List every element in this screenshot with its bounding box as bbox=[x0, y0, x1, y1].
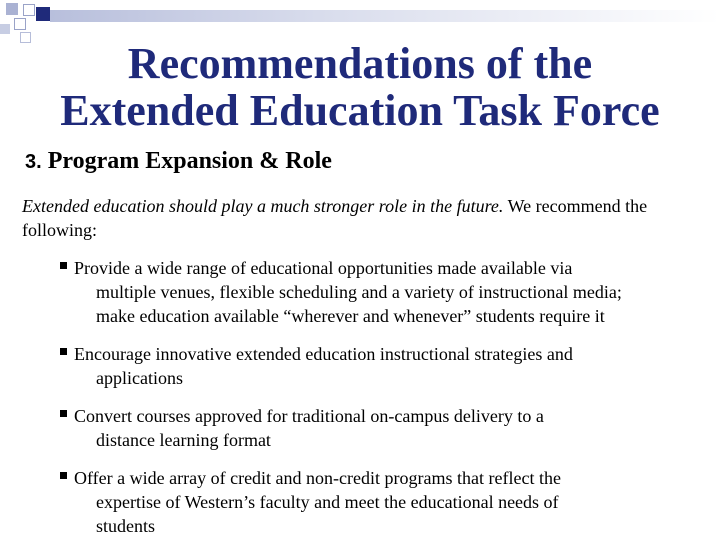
bullet-line: distance learning format bbox=[96, 430, 271, 450]
bullet-line: Convert courses approved for traditional on-campus delivery to a bbox=[74, 406, 544, 426]
bullet-item bbox=[60, 404, 700, 452]
square-bullet-icon bbox=[60, 472, 67, 479]
title-line: Extended Education Task Force bbox=[60, 86, 660, 135]
bullet-line: Provide a wide range of educational opportunities made available via bbox=[74, 258, 573, 278]
title-line: Recommendations of the bbox=[127, 39, 593, 88]
square-bullet-icon bbox=[60, 410, 67, 417]
bullet-line: Offer a wide array of credit and non-credit programs that reflect the bbox=[74, 468, 561, 488]
bullet-item bbox=[60, 466, 700, 538]
bullet-item bbox=[60, 342, 700, 390]
bullet-line: make education available “wherever and whenever” students require it bbox=[96, 306, 605, 326]
bullet-line: students bbox=[96, 516, 156, 536]
square-bullet-icon bbox=[60, 262, 67, 269]
bullet-line: multiple venues, flexible scheduling and a variety of instructional media; bbox=[96, 282, 622, 302]
bullet-line: Encourage innovative extended education instructional strategies and bbox=[74, 344, 573, 364]
bullet-line: applications bbox=[96, 368, 183, 388]
square-bullet-icon bbox=[60, 348, 67, 355]
bullet-item bbox=[60, 256, 700, 328]
section-number: 3. bbox=[25, 151, 42, 173]
bullet-line: expertise of Western’s faculty and meet the educational needs of bbox=[96, 492, 559, 512]
intro-rest: We recommend the following: bbox=[22, 196, 648, 240]
section-title: Program Expansion & Role bbox=[47, 148, 332, 174]
intro-emphasis: Extended education should play a much stronger role in the future. bbox=[22, 196, 504, 216]
